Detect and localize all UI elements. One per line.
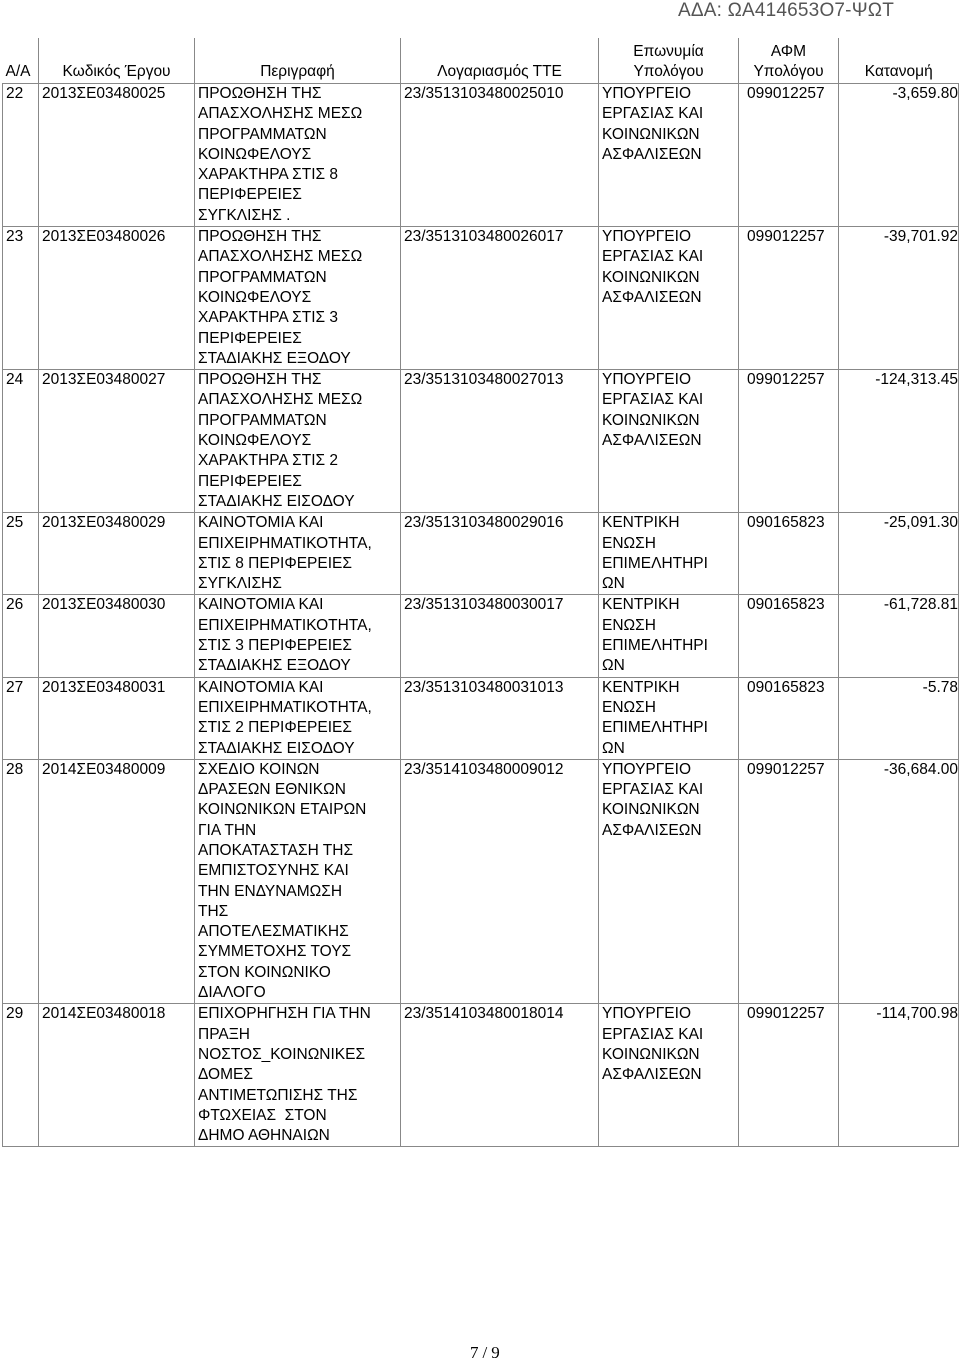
- row-afm: 090165823: [739, 595, 839, 677]
- row-name: ΥΠΟΥΡΓΕΙΟ ΕΡΓΑΣΙΑΣ ΚΑΙ ΚΟΙΝΩΝΙΚΩΝ ΑΣΦΑΛΙΣΕΩΝ: [599, 1004, 739, 1147]
- row-name: ΚΕΝΤΡΙΚΗ ΕΝΩΣΗ ΕΠΙΜΕΛΗΤΗΡΙ ΩΝ: [599, 595, 739, 677]
- row-description: ΚΑΙΝΟΤΟΜΙΑ ΚΑΙ ΕΠΙΧΕΙΡΗΜΑΤΙΚΟΤΗΤΑ, ΣΤΙΣ 3 ΠΕΡΙΦΕΡΕΙΕΣ ΣΤΑΔΙΑΚΗΣ ΕΞΟΔΟΥ: [195, 595, 401, 677]
- row-description: ΣΧΕΔΙΟ ΚΟΙΝΩΝ ΔΡΑΣΕΩΝ ΕΘΝΙΚΩΝ ΚΟΙΝΩΝΙΚΩΝ ΕΤΑΙΡΩΝ ΓΙΑ ΤΗΝ ΑΠΟΚΑΤΑΣΤΑΣΗ ΤΗΣ ΕΜΠΙΣΤΟΣΥΝΗΣ ΚΑΙ ΤΗΝ ΕΝΔΥΝΑΜΩΣΗ ΤΗΣ ΑΠΟΤΕΛΕΣΜΑΤΙΚΗΣ ΣΥΜΜΕΤΟΧΗΣ ΤΟΥΣ ΣΤΟΝ ΚΟΙΝΩΝΙΚΟ ΔΙΑΛΟΓΟ: [195, 759, 401, 1004]
- col-amount: Κατανομή: [839, 38, 959, 84]
- row-afm: 099012257: [739, 759, 839, 1004]
- page-separator: /: [482, 1343, 488, 1362]
- row-amount: -36,684.00: [839, 759, 959, 1004]
- row-name: ΥΠΟΥΡΓΕΙΟ ΕΡΓΑΣΙΑΣ ΚΑΙ ΚΟΙΝΩΝΙΚΩΝ ΑΣΦΑΛΙΣΕΩΝ: [599, 84, 739, 227]
- row-aa: 22: [3, 84, 39, 227]
- row-code: 2013ΣΕ03480026: [39, 227, 195, 370]
- row-amount: -61,728.81: [839, 595, 959, 677]
- row-afm: 099012257: [739, 1004, 839, 1147]
- row-account: 23/3513103480025010: [401, 84, 599, 227]
- row-aa: 24: [3, 370, 39, 513]
- row-description: ΚΑΙΝΟΤΟΜΙΑ ΚΑΙ ΕΠΙΧΕΙΡΗΜΑΤΙΚΟΤΗΤΑ, ΣΤΙΣ 2 ΠΕΡΙΦΕΡΕΙΕΣ ΣΤΑΔΙΑΚΗΣ ΕΙΣΟΔΟΥ: [195, 677, 401, 759]
- row-name: ΚΕΝΤΡΙΚΗ ΕΝΩΣΗ ΕΠΙΜΕΛΗΤΗΡΙ ΩΝ: [599, 513, 739, 595]
- row-afm: 099012257: [739, 227, 839, 370]
- page-current: 7: [470, 1343, 479, 1362]
- table-row: [3, 84, 959, 227]
- row-account: 23/3514103480009012: [401, 759, 599, 1004]
- row-account: 23/3513103480031013: [401, 677, 599, 759]
- table-row: [3, 227, 959, 370]
- row-afm: 099012257: [739, 84, 839, 227]
- table-row: [3, 370, 959, 513]
- table-row: [3, 595, 959, 677]
- table-row: [3, 759, 959, 1004]
- row-aa: 26: [3, 595, 39, 677]
- row-account: 23/3513103480029016: [401, 513, 599, 595]
- row-account: 23/3513103480027013: [401, 370, 599, 513]
- row-code: 2013ΣΕ03480031: [39, 677, 195, 759]
- ada-code: ΑΔΑ: ΩΑ414653Ο7-ΨΩΤ: [677, 0, 894, 21]
- row-name: ΥΠΟΥΡΓΕΙΟ ΕΡΓΑΣΙΑΣ ΚΑΙ ΚΟΙΝΩΝΙΚΩΝ ΑΣΦΑΛΙΣΕΩΝ: [599, 370, 739, 513]
- row-account: 23/3514103480018014: [401, 1004, 599, 1147]
- col-aa: Α/Α: [5, 63, 31, 80]
- row-code: 2013ΣΕ03480029: [39, 513, 195, 595]
- col-name: Επωνυμία Υπολόγου: [599, 38, 739, 84]
- row-aa: 23: [3, 227, 39, 370]
- row-description: ΠΡΟΩΘΗΣΗ ΤΗΣ ΑΠΑΣΧΟΛΗΣΗΣ ΜΕΣΩ ΠΡΟΓΡΑΜΜΑΤΩΝ ΚΟΙΝΩΦΕΛΟΥΣ ΧΑΡΑΚΤΗΡΑ ΣΤΙΣ 3 ΠΕΡΙΦΕΡΕΙΕΣ ΣΤΑΔΙΑΚΗΣ ΕΞΟΔΟΥ: [195, 227, 401, 370]
- col-afm: ΑΦΜ Υπολόγου: [739, 38, 839, 84]
- row-description: ΠΡΟΩΘΗΣΗ ΤΗΣ ΑΠΑΣΧΟΛΗΣΗΣ ΜΕΣΩ ΠΡΟΓΡΑΜΜΑΤΩΝ ΚΟΙΝΩΦΕΛΟΥΣ ΧΑΡΑΚΤΗΡΑ ΣΤΙΣ 8 ΠΕΡΙΦΕΡΕΙΕΣ ΣΥΓΚΛΙΣΗΣ .: [195, 84, 401, 227]
- table-row: [3, 1004, 959, 1147]
- row-aa: 28: [3, 759, 39, 1004]
- row-amount: -124,313.45: [839, 370, 959, 513]
- table-row: [3, 677, 959, 759]
- row-code: 2013ΣΕ03480030: [39, 595, 195, 677]
- row-name: ΚΕΝΤΡΙΚΗ ΕΝΩΣΗ ΕΠΙΜΕΛΗΤΗΡΙ ΩΝ: [599, 677, 739, 759]
- row-amount: -5.78: [839, 677, 959, 759]
- page-total: 9: [491, 1343, 500, 1362]
- row-account: 23/3513103480026017: [401, 227, 599, 370]
- row-aa: 29: [3, 1004, 39, 1147]
- row-amount: -25,091.30: [839, 513, 959, 595]
- row-amount: -3,659.80: [839, 84, 959, 227]
- row-afm: 099012257: [739, 370, 839, 513]
- row-name: ΥΠΟΥΡΓΕΙΟ ΕΡΓΑΣΙΑΣ ΚΑΙ ΚΟΙΝΩΝΙΚΩΝ ΑΣΦΑΛΙΣΕΩΝ: [599, 227, 739, 370]
- col-account: Λογαριασμός ΤΤΕ: [401, 38, 599, 84]
- table-row: [3, 513, 959, 595]
- row-aa: 27: [3, 677, 39, 759]
- row-afm: 090165823: [739, 513, 839, 595]
- row-code: 2014ΣΕ03480009: [39, 759, 195, 1004]
- row-code: 2013ΣΕ03480027: [39, 370, 195, 513]
- col-description: Περιγραφή: [195, 38, 401, 84]
- row-amount: -114,700.98: [839, 1004, 959, 1147]
- row-description: ΚΑΙΝΟΤΟΜΙΑ ΚΑΙ ΕΠΙΧΕΙΡΗΜΑΤΙΚΟΤΗΤΑ, ΣΤΙΣ 8 ΠΕΡΙΦΕΡΕΙΕΣ ΣΥΓΚΛΙΣΗΣ: [195, 513, 401, 595]
- row-account: 23/3513103480030017: [401, 595, 599, 677]
- row-code: 2013ΣΕ03480025: [39, 84, 195, 227]
- allocation-table: [2, 38, 959, 1147]
- page-number: [468, 1343, 502, 1363]
- row-amount: -39,701.92: [839, 227, 959, 370]
- row-name: ΥΠΟΥΡΓΕΙΟ ΕΡΓΑΣΙΑΣ ΚΑΙ ΚΟΙΝΩΝΙΚΩΝ ΑΣΦΑΛΙΣΕΩΝ: [599, 759, 739, 1004]
- col-code: Κωδικός Έργου: [39, 38, 195, 84]
- table-header-row: [3, 38, 959, 84]
- row-afm: 090165823: [739, 677, 839, 759]
- row-aa: 25: [3, 513, 39, 595]
- row-description: ΕΠΙΧΟΡΗΓΗΣΗ ΓΙΑ ΤΗΝ ΠΡΑΞΗ ΝΟΣΤΟΣ_ΚΟΙΝΩΝΙΚΕΣ ΔΟΜΕΣ ΑΝΤΙΜΕΤΩΠΙΣΗΣ ΤΗΣ ΦΤΩΧΕΙΑΣ ΣΤΟΝ ΔΗΜΟ ΑΘΗΝΑΙΩΝ: [195, 1004, 401, 1147]
- row-code: 2014ΣΕ03480018: [39, 1004, 195, 1147]
- row-description: ΠΡΟΩΘΗΣΗ ΤΗΣ ΑΠΑΣΧΟΛΗΣΗΣ ΜΕΣΩ ΠΡΟΓΡΑΜΜΑΤΩΝ ΚΟΙΝΩΦΕΛΟΥΣ ΧΑΡΑΚΤΗΡΑ ΣΤΙΣ 2 ΠΕΡΙΦΕΡΕΙΕΣ ΣΤΑΔΙΑΚΗΣ ΕΙΣΟΔΟΥ: [195, 370, 401, 513]
